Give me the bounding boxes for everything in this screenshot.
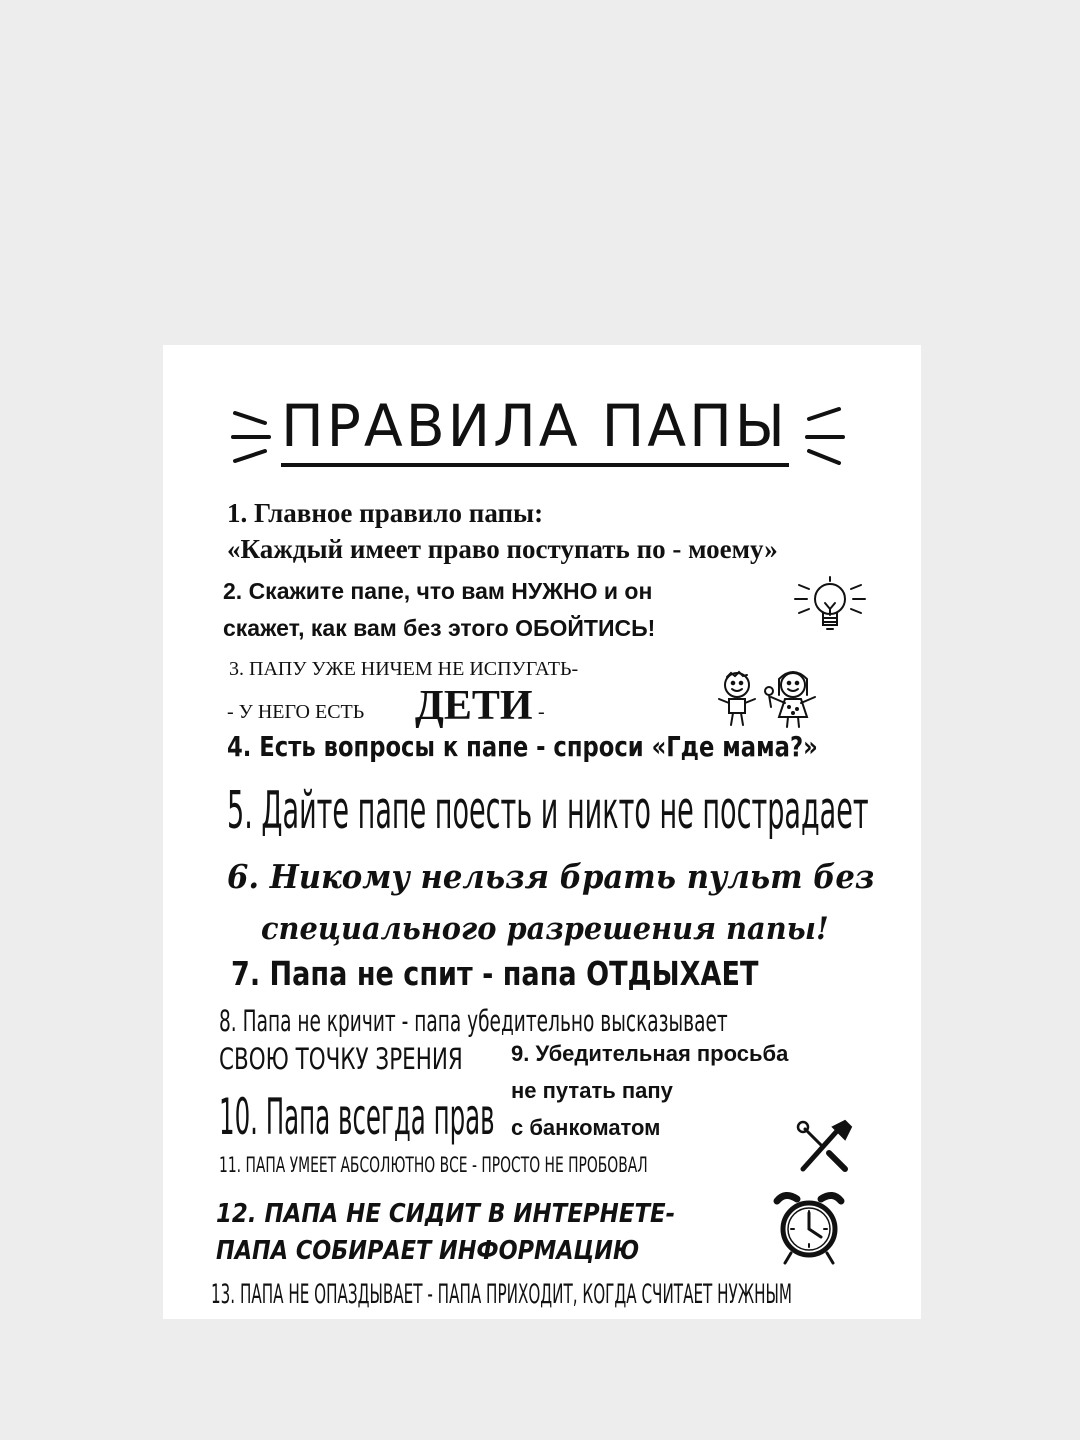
rule-13: 13. ПАПА НЕ ОПАЗДЫВАЕТ - ПАПА ПРИХОДИТ, КОГДА СЧИТАЕТ НУЖНЫМ <box>211 1279 793 1310</box>
tools-icon <box>793 1117 855 1179</box>
rule-11: 11. ПАПА УМЕЕТ АБСОЛЮТНО ВСЕ - ПРОСТО НЕ ПРОБОВАЛ <box>219 1153 648 1177</box>
alarm-clock-icon <box>763 1187 855 1267</box>
rule-9-line-3: с банкоматом <box>511 1115 661 1140</box>
rule-9-line-2: не путать папу <box>511 1078 673 1103</box>
lightbulb-icon <box>787 573 873 649</box>
rule-2-line-1: 2. Скажите папе, что вам НУЖНО и он <box>223 578 653 604</box>
title-left-rays-icon <box>231 407 273 467</box>
rule-8-line-1: 8. Папа не кричит - папа убедительно высказывает <box>219 1004 728 1038</box>
rule-1-line-2: «Каждый имеет право поступать по - моему» <box>227 534 778 564</box>
rule-3-line-2-emphasis: ДЕТИ <box>415 683 533 729</box>
rule-5: 5. Дайте папе поесть и никто не пострадает <box>227 781 869 841</box>
title-right-rays-icon <box>801 403 847 469</box>
rule-3-line-1: 3. ПАПУ УЖЕ НИЧЕМ НЕ ИСПУГАТЬ- <box>229 658 579 680</box>
title-underline <box>281 463 789 467</box>
rule-6-line-2: специального разрешения папы! <box>261 911 829 947</box>
rule-12-line-1: 12. ПАПА НЕ СИДИТ В ИНТЕРНЕТЕ- <box>216 1199 676 1229</box>
rule-4: 4. Есть вопросы к папе - спроси «Где мама?» <box>227 730 818 763</box>
rule-6-line-1: 6. Никому нельзя брать пульт без <box>227 857 875 896</box>
rule-3-line-2-suffix: - <box>538 701 545 723</box>
rule-7: 7. Папа не спит - папа ОТДЫХАЕТ <box>231 954 759 993</box>
rule-2-line-2: скажет, как вам без этого ОБОЙТИСЬ! <box>223 615 656 641</box>
rule-1-line-1: 1. Главное правило папы: <box>227 498 544 528</box>
rule-12-line-2: ПАПА СОБИРАЕТ ИНФОРМАЦИЮ <box>216 1236 640 1266</box>
rule-3-line-2-prefix: - У НЕГО ЕСТЬ <box>227 701 365 723</box>
poster <box>163 345 921 1319</box>
rule-10: 10. Папа всегда прав <box>219 1088 495 1146</box>
rule-9-line-1: 9. Убедительная просьба <box>511 1041 789 1066</box>
page-title: ПРАВИЛА ПАПЫ <box>281 392 788 460</box>
rule-8-line-2: СВОЮ ТОЧКУ ЗРЕНИЯ <box>219 1042 463 1076</box>
kids-icon <box>713 663 825 731</box>
